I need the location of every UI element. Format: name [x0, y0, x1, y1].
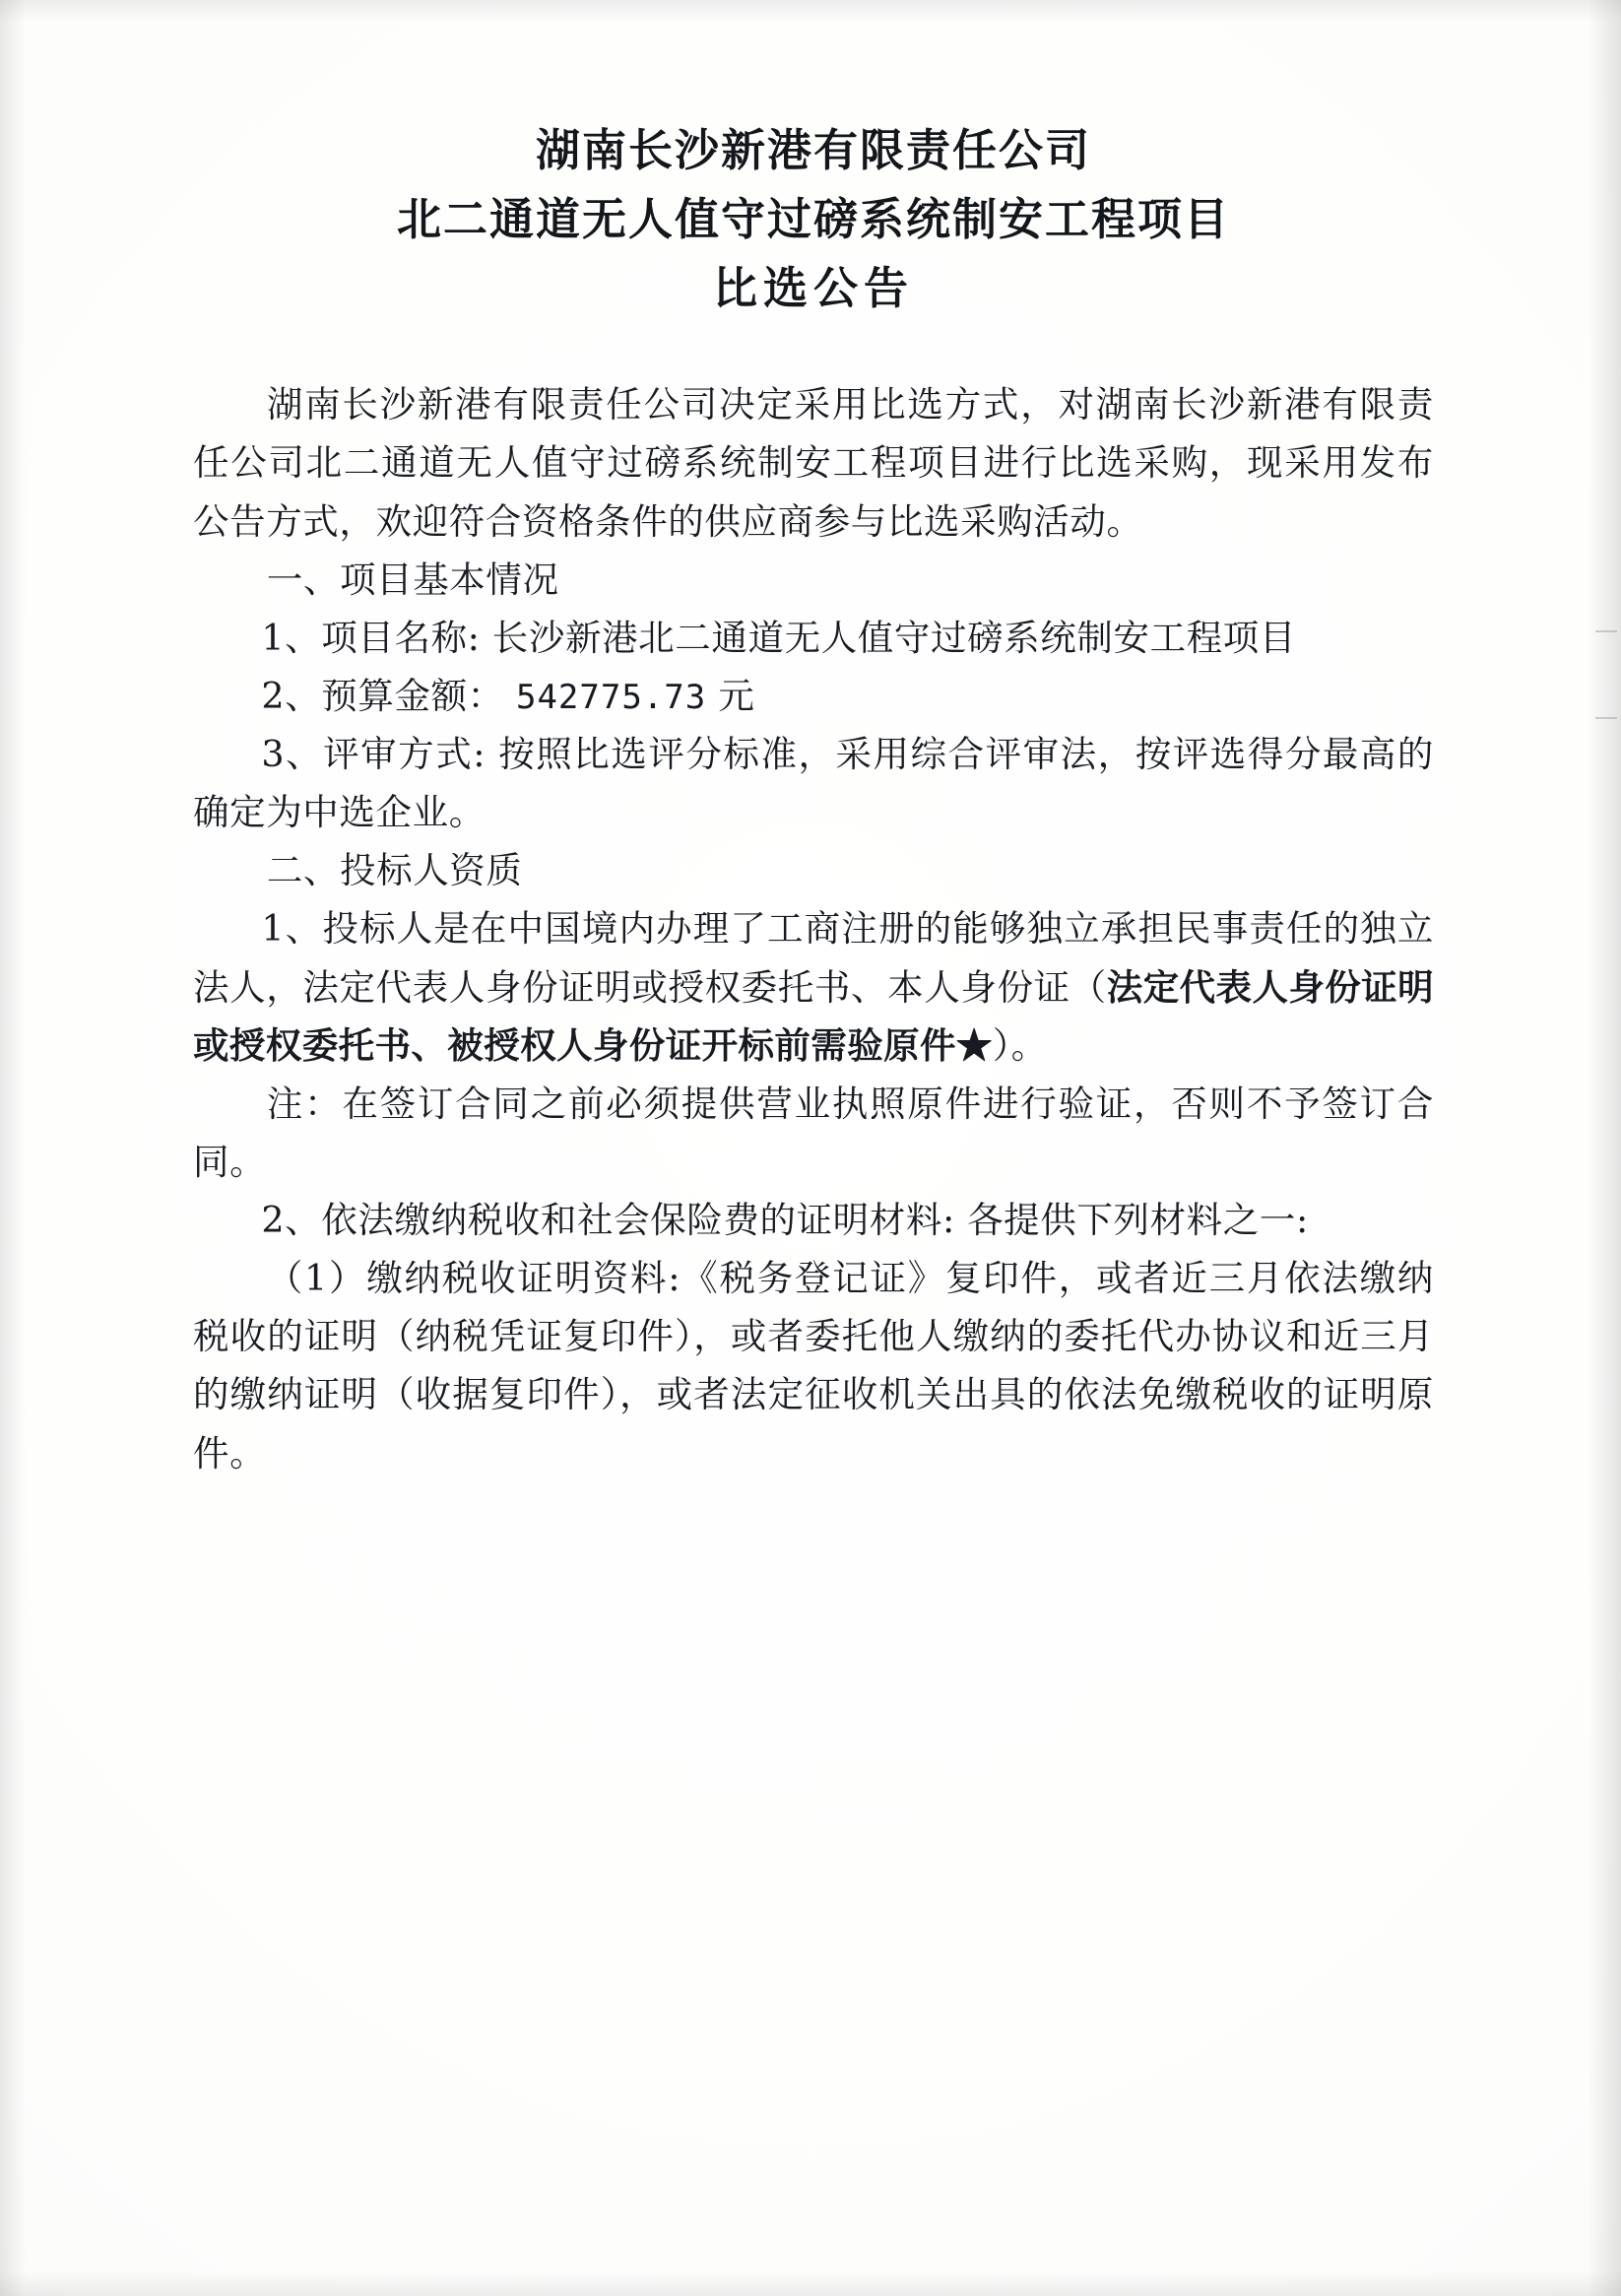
- document-title: [193, 116, 1434, 322]
- scan-edge-bottom: [0, 2270, 1621, 2296]
- scan-edge-left: [0, 0, 26, 2296]
- item-project-name: 1、项目名称: 长沙新港北二通道无人值守过磅系统制安工程项目: [261, 616, 1296, 659]
- item-budget-amount: [193, 667, 1434, 725]
- scan-edge-right: [1588, 0, 1621, 2296]
- paragraph-intro: 湖南长沙新港有限责任公司决定采用比选方式，对湖南长沙新港有限责任公司北二通道无人值守过磅系统制安工程项目进行比选采购，现采用发布公告方式，欢迎符合资格条件的供应商参与比选采购活动。: [193, 383, 1434, 543]
- heading-section-2: 二、投标人资质: [266, 849, 523, 892]
- title-line-project: 北二通道无人值守过磅系统制安工程项目: [396, 192, 1230, 245]
- scan-edge-top: [0, 0, 1621, 22]
- document-body: [193, 116, 1434, 1482]
- note-business-license: 注：在签订合同之前必须提供营业执照原件进行验证，否则不予签订合同。: [193, 1082, 1434, 1183]
- qualification-text-emphasis: 法定代表人身份证明或授权委托书、被授权人身份证开标前需验原件★: [193, 965, 1434, 1067]
- item-evaluation-method: 3、评审方式: 按照比选评分标准，采用综合评审法，按评选得分最高的确定为中选企业。: [193, 733, 1434, 834]
- title-line-company: 湖南长沙新港有限责任公司: [535, 124, 1091, 176]
- document-content: [193, 375, 1434, 1481]
- scan-artifact-mark: [1595, 630, 1617, 632]
- budget-unit: 元: [718, 674, 755, 717]
- heading-section-1: 一、项目基本情况: [266, 558, 559, 601]
- item-tax-proof-details: （1）缴纳税收证明资料:《税务登记证》复印件，或者近三月依法缴纳税收的证明（纳税凭证复印件），或者委托他人缴纳的委托代办协议和近三月的缴纳证明（收据复印件），或者法定征收机关出具的依法免缴税收的证明原件。: [193, 1257, 1434, 1475]
- qualification-text-part-2: ）。: [992, 1023, 1048, 1067]
- item-budget-label: 2、预算金额：: [261, 674, 504, 717]
- scan-artifact-mark: [1595, 717, 1617, 719]
- item-bidder-qualification: [193, 899, 1434, 1074]
- qualification-text-part-1: 1、投标人是在中国境内办理了工商注册的能够独立承担民事责任的独立法人，法定代表人身份证明或授权委托书、本人身份证（: [193, 907, 1434, 1009]
- item-tax-social-insurance: 2、依法缴纳税收和社会保险费的证明材料: 各提供下列材料之一:: [261, 1199, 1309, 1241]
- budget-value: 542775.73: [515, 677, 707, 717]
- title-line-notice-type: 比选公告: [712, 261, 914, 314]
